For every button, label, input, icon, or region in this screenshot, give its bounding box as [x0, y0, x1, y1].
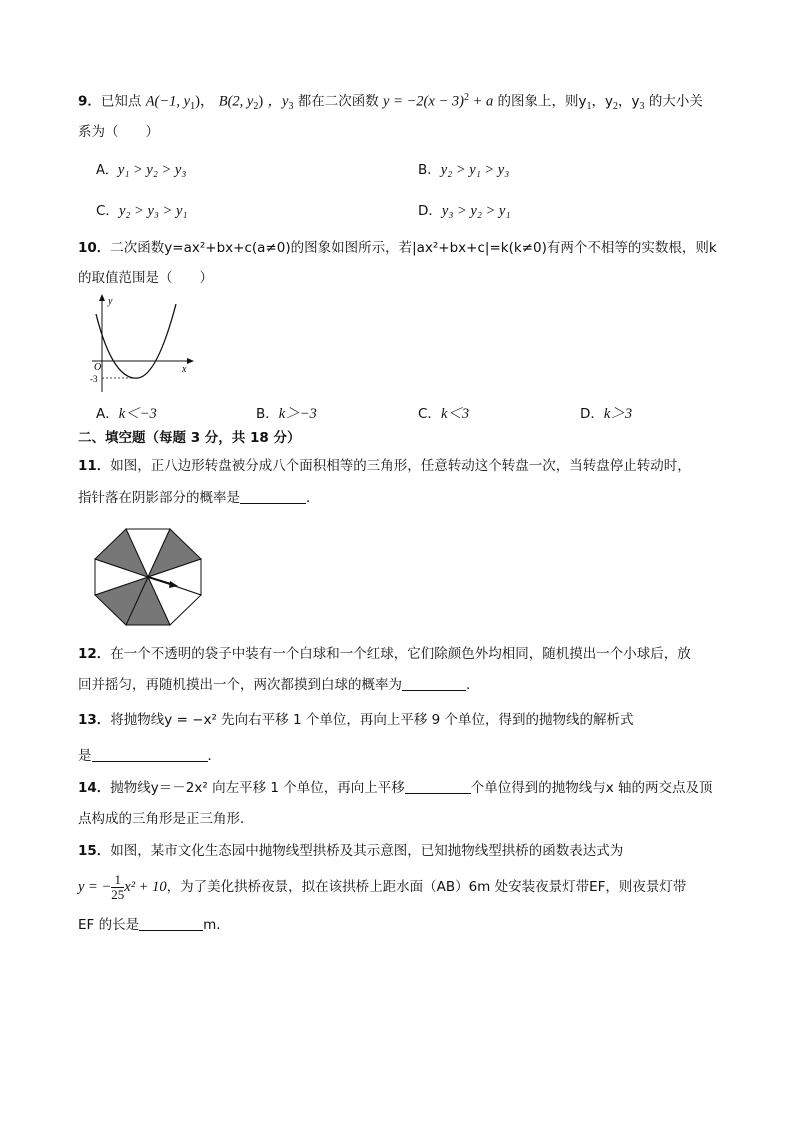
q9-tail4: 的大小关 — [648, 93, 703, 110]
q13-answer-blank[interactable] — [92, 747, 208, 762]
q13-end: ． — [207, 748, 221, 764]
q15-answer-blank[interactable] — [139, 916, 203, 931]
parabola-curve — [96, 304, 176, 378]
q15-eq-tail: x² + 10 — [124, 879, 167, 895]
q9-option-c-text: y₂ > y₃ > y₁ — [118, 203, 188, 219]
q10-option-d-text: k＞3 — [603, 406, 633, 422]
x-label: x — [182, 364, 187, 375]
q14-text-b: 个单位得到的抛物线与x 轴的两交点及顶 — [470, 780, 713, 796]
q9-option-b[interactable] — [418, 160, 509, 180]
q10-option-a-label: A． — [96, 406, 119, 422]
q10-option-a[interactable] — [96, 404, 157, 424]
q9-text: 已知点 — [100, 93, 142, 110]
q10-option-c-text: k＜3 — [440, 406, 470, 422]
q15-line3 — [78, 915, 230, 935]
q12-answer-blank[interactable] — [402, 676, 466, 691]
q10-option-b-text: k＞−3 — [278, 406, 317, 422]
q9-option-a[interactable] — [96, 160, 186, 181]
q14-answer-blank[interactable] — [405, 779, 471, 794]
q10-line2: 的取值范围是（ ） — [78, 270, 213, 286]
y-label: y — [108, 296, 113, 307]
section-2-title: 二、填空题（每题 3 分，共 18 分） — [78, 430, 301, 446]
q9-option-a-label: A． — [96, 163, 118, 178]
q11-line2 — [78, 488, 320, 508]
q10-option-c[interactable] — [418, 404, 469, 424]
point-a: A(−1, y — [145, 93, 191, 110]
q15-text3b: m． — [203, 917, 230, 933]
q15-number: 15． — [78, 843, 111, 859]
q15-line2 — [78, 872, 686, 902]
q9-option-c[interactable] — [96, 201, 187, 221]
q9-mid: 都在二次函数 — [297, 93, 379, 110]
q15-text2: ，为了美化拱桥夜景，拟在该拱桥上距水面（AB）6m 处安装夜景灯带EF，则夜景灯带 — [166, 879, 687, 895]
q13-text2: 是 — [78, 748, 92, 764]
q10-text: 二次函数y=ax²+bx+c(a≠0)的图象如图所示，若|ax²+bx+c|=k(k≠0)有两个不相等的实数根，则k — [110, 240, 717, 256]
q11-text: 如图，正八边形转盘被分成八个面积相等的三角形，任意转动这个转盘一次，当转盘停止转动时， — [110, 458, 691, 474]
point-b: B(2, y — [218, 93, 254, 110]
q10-option-b[interactable] — [256, 404, 317, 424]
q10-option-b-label: B． — [256, 406, 279, 422]
q9-tail: 的图象上，则y — [497, 93, 587, 110]
q15-frac-denominator: 25 — [111, 886, 125, 902]
q13-text: 将抛物线y = −x² 先向右平移 1 个单位，再向上平移 9 个单位，得到的抛物线的解析式 — [110, 712, 634, 728]
q9-option-d-text: y₃ > y₂ > y₁ — [441, 203, 511, 219]
q15-fraction — [111, 873, 124, 902]
q10-line1 — [78, 238, 717, 258]
q12-end: . — [466, 677, 471, 693]
q15-frac-numerator: 1 — [111, 873, 124, 888]
q9-option-b-text: y₂ > y₁ > y₃ — [440, 162, 510, 178]
q11-line1 — [78, 456, 691, 476]
q13-line2 — [78, 746, 221, 766]
q10-option-c-label: C． — [418, 406, 441, 422]
q9-number: 9． — [78, 93, 101, 110]
q12-line1 — [78, 644, 691, 664]
q15-line1 — [78, 841, 623, 861]
q12-line2 — [78, 675, 470, 695]
q9-line2: 系为（ ） — [78, 124, 159, 140]
q9-option-d-label: D． — [418, 203, 442, 219]
origin-label: O — [94, 362, 102, 373]
q14-number: 14． — [78, 780, 111, 796]
q15-text: 如图，某市文化生态园中抛物线型拱桥及其示意图，已知抛物线型拱桥的函数表达式为 — [110, 843, 624, 859]
q9-option-d[interactable] — [418, 201, 510, 221]
q9-option-a-text: y₁ > y₂ > y₃ — [117, 162, 187, 178]
min-label: -3 — [90, 374, 98, 384]
q12-text: 在一个不透明的袋子中装有一个白球和一个红球，它们除颜色外均相同，随机摸出一个小球后，放 — [110, 646, 691, 662]
y-axis-arrow — [99, 294, 105, 301]
q13-line1 — [78, 710, 634, 730]
q12-text2: 回并摇匀，再随机摸出一个，两次都摸到白球的概率为 — [78, 677, 402, 693]
q11-octagon-spinner — [92, 523, 204, 633]
q9-function-tail: + a — [468, 93, 494, 110]
q9-option-c-label: C． — [96, 203, 119, 219]
q13-number: 13． — [78, 712, 111, 728]
q9-tail3: ，y — [618, 93, 640, 110]
point-y3: ，y — [267, 93, 289, 110]
q10-option-d[interactable] — [580, 404, 632, 424]
q9-function: y = −2(x − 3) — [383, 93, 464, 110]
q14-line2: 点构成的三角形是正三角形． — [78, 811, 254, 827]
q11-answer-blank[interactable] — [240, 489, 306, 504]
q11-text2: 指针落在阴影部分的概率是 — [78, 490, 240, 506]
q10-option-a-text: k＜−3 — [118, 406, 157, 422]
q11-end: ． — [306, 490, 320, 506]
q10-parabola-graph — [88, 292, 198, 396]
q12-number: 12． — [78, 646, 111, 662]
q10-number: 10． — [78, 240, 111, 256]
q11-number: 11． — [78, 458, 111, 474]
q14-line1 — [78, 778, 713, 798]
q14-text-a: 抛物线y＝－2x² 向左平移 1 个单位，再向上平移 — [110, 780, 405, 796]
q15-eq-start: y = − — [78, 879, 112, 895]
q9-line1: 9．已知点 A(−1, $y_1$)， B(2, $y_2$) ，$y_3$ 都在二次函数 $y = -2(x - 3)^2 + a$ 的图象上，则$y_1$，$y_2$，$y_3$ 的大小关 — [78, 92, 703, 113]
x-axis-arrow — [187, 358, 194, 364]
q9-tail2: ，y — [591, 93, 614, 110]
q10-option-d-label: D． — [580, 406, 604, 422]
q9-option-b-label: B． — [418, 162, 441, 178]
q15-text3a: EF 的长是 — [78, 917, 140, 933]
